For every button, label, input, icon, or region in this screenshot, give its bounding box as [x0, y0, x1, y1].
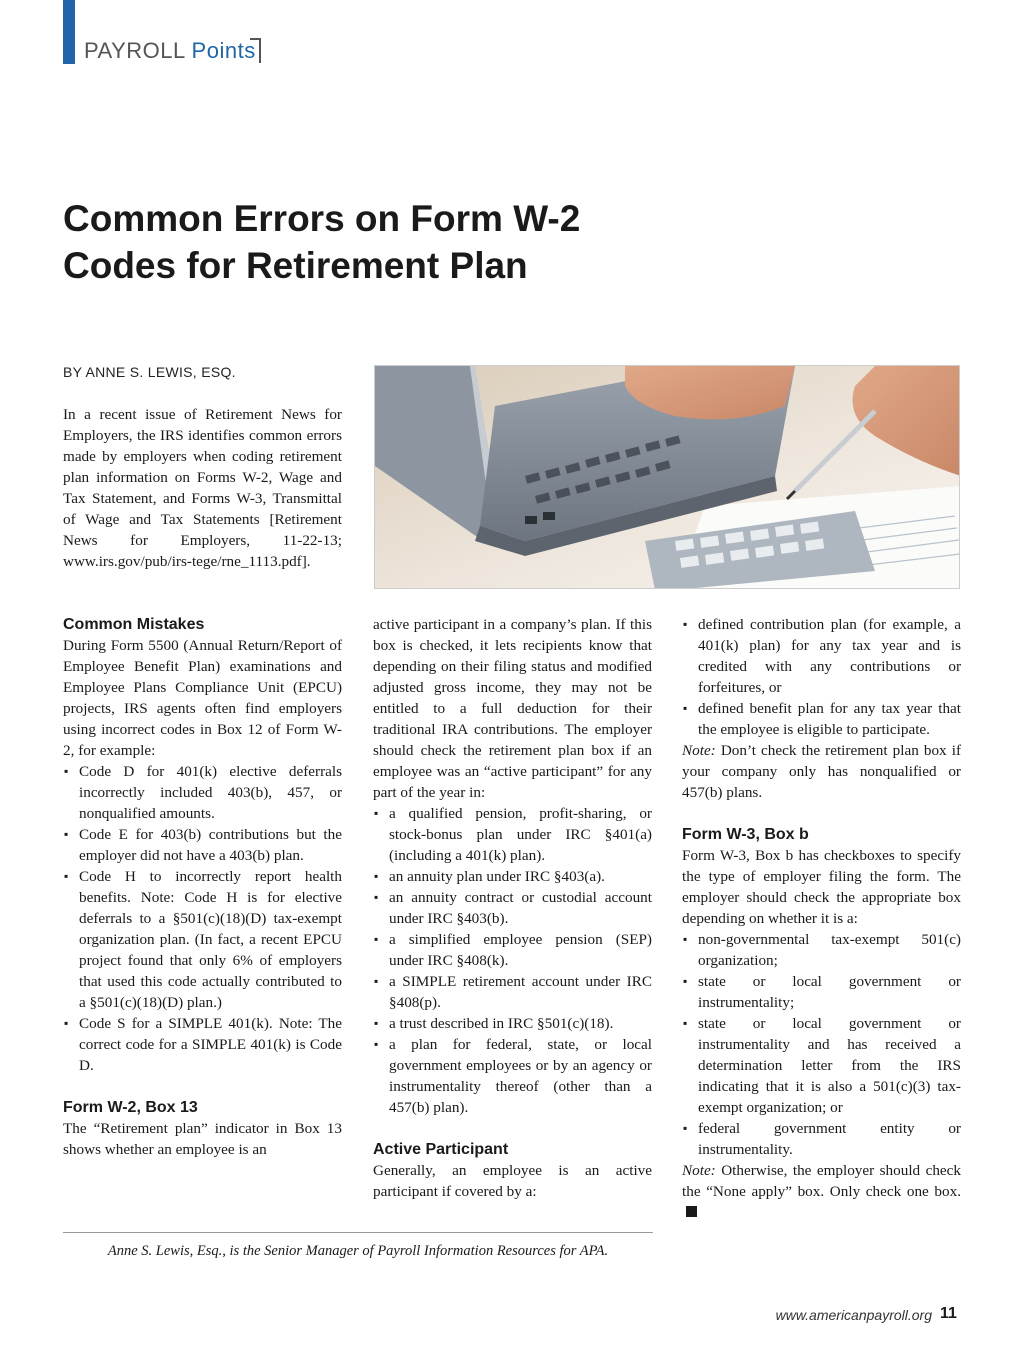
- list-item: ▪ Code E for 403(b) contributions but the employer did not have a 403(b) plan.: [63, 824, 342, 866]
- w3-body: Form W-3, Box b has checkboxes to specify the type of employer filing the form. The employer should check the appropriate box depending on whether it is a:: [682, 847, 961, 927]
- list-item: ▪ defined benefit plan for any tax year that the employee is eligible to participate.: [682, 698, 961, 740]
- note-text: Don’t check the retirement plan box if your company only has nonqualified or 457(b) plans.: [682, 742, 961, 801]
- page-number: 11: [940, 1305, 957, 1322]
- list-item: ▪ state or local government or instrumentality and has received a determination letter from the IRS indicating that it is also a 501(c)(3) tax-exempt organization; or: [682, 1013, 961, 1118]
- column-3: [682, 614, 961, 1223]
- article-title: [63, 195, 763, 289]
- note-text: Otherwise, the employer should check the “None apply” box. Only check one box.: [682, 1162, 961, 1200]
- list-item: ▪ federal government entity or instrumentality.: [682, 1118, 961, 1160]
- list-item: ▪ a simplified employee pension (SEP) under IRC §408(k).: [373, 929, 652, 971]
- list-item: ▪ Code H to incorrectly report health benefits. Note: Code H is for elective deferrals to a §501(c)(18)(D) tax-exempt organization plan. (In fact, a recent EPCU project found that only 6% of employers that used this code actually contributed to a §501(c)(18)(D) plan.): [63, 866, 342, 1013]
- list-item: ▪ a qualified pension, profit-sharing, or stock-bonus plan under IRC §401(a) (including a 401(k) plan).: [373, 803, 652, 866]
- author-note-divider: [63, 1232, 653, 1233]
- section-label: [84, 38, 256, 64]
- section-label-word1: PAYROLL: [84, 38, 185, 63]
- list-item: ▪ an annuity contract or custodial account under IRC §403(b).: [373, 887, 652, 929]
- note-label: Note:: [682, 1162, 716, 1179]
- list-item: ▪ a plan for federal, state, or local government employees or by an agency or instrumentality thereof (other than a 457(b) plan).: [373, 1034, 652, 1118]
- byline: BY ANNE S. LEWIS, ESQ.: [63, 364, 236, 380]
- note-label: Note:: [682, 742, 716, 759]
- w3-note: [682, 1160, 961, 1223]
- list-item: ▪ defined contribution plan (for example, a 401(k) plan) for any tax year and is credited with any contributions or forfeitures, or: [682, 614, 961, 698]
- section-label-word2: Points: [191, 38, 256, 63]
- box13-plan-list: [373, 803, 652, 1118]
- heading-common-mistakes: Common Mistakes: [63, 616, 205, 633]
- w3-employer-type-list: [682, 929, 961, 1160]
- intro-paragraph: In a recent issue of Retirement News for Employers, the IRS identifies common errors made by employers when coding retirement plan information on Forms W-2, Wage and Tax Statement, and Forms W-3, Transmittal of Wage and Tax Statements [Retirement News for Employers, 11-22-13; www.irs.gov/pub/irs-tege/rne_1113.pdf].: [63, 406, 342, 570]
- title-line-1: Common Errors on Form W-2: [63, 198, 581, 239]
- article-photo: [374, 365, 960, 589]
- title-line-2: Codes for Retirement Plan: [63, 245, 528, 286]
- header-accent-bar: [63, 0, 75, 64]
- list-item: ▪ Code D for 401(k) elective deferrals incorrectly included 403(b), 457, or nonqualified amounts.: [63, 761, 342, 824]
- heading-box13: Form W-2, Box 13: [63, 1099, 198, 1116]
- common-mistakes-list: [63, 761, 342, 1076]
- active-participant-body: Generally, an employee is an active participant if covered by a:: [373, 1162, 652, 1200]
- list-item: ▪ state or local government or instrumentality;: [682, 971, 961, 1013]
- column-2: [373, 614, 652, 1202]
- list-item: ▪ a trust described in IRC §501(c)(18).: [373, 1013, 652, 1034]
- list-item: ▪ non-governmental tax-exempt 501(c) organization;: [682, 929, 961, 971]
- laptop-calculator-photo: [375, 366, 960, 589]
- box13-body-continued: active participant in a company’s plan. If this box is checked, it lets recipients know that depending on their filing status and modified adjusted gross income, they may not be entitled to a full deduction for their traditional IRA contributions. The employer should check the retirement plan box if an employee was an “active participant” for any part of the year in:: [373, 616, 652, 801]
- list-item: ▪ Code S for a SIMPLE 401(k). Note: The correct code for a SIMPLE 401(k) is Code D.: [63, 1013, 342, 1076]
- common-mistakes-body: During Form 5500 (Annual Return/Report of Employee Benefit Plan) examinations and Employee Plans Compliance Unit (EPCU) projects, IRS agents often find employers using incorrect codes in Box 12 of Form W-2, for example:: [63, 637, 342, 759]
- active-participant-list: [682, 614, 961, 740]
- end-of-article-mark: [686, 1206, 697, 1217]
- column-1: [63, 614, 342, 1160]
- list-item: ▪ a SIMPLE retirement account under IRC §408(p).: [373, 971, 652, 1013]
- list-item: ▪ an annuity plan under IRC §403(a).: [373, 866, 652, 887]
- active-participant-note: [682, 740, 961, 803]
- header-corner-mark: [250, 38, 261, 63]
- box13-body-start: The “Retirement plan” indicator in Box 13 shows whether an employee is an: [63, 1120, 342, 1158]
- footer-url: www.americanpayroll.org: [775, 1307, 932, 1323]
- author-note: Anne S. Lewis, Esq., is the Senior Manager of Payroll Information Resources for APA.: [107, 1243, 609, 1259]
- heading-active-participant: Active Participant: [373, 1141, 509, 1158]
- heading-w3-box-b: Form W-3, Box b: [682, 826, 809, 843]
